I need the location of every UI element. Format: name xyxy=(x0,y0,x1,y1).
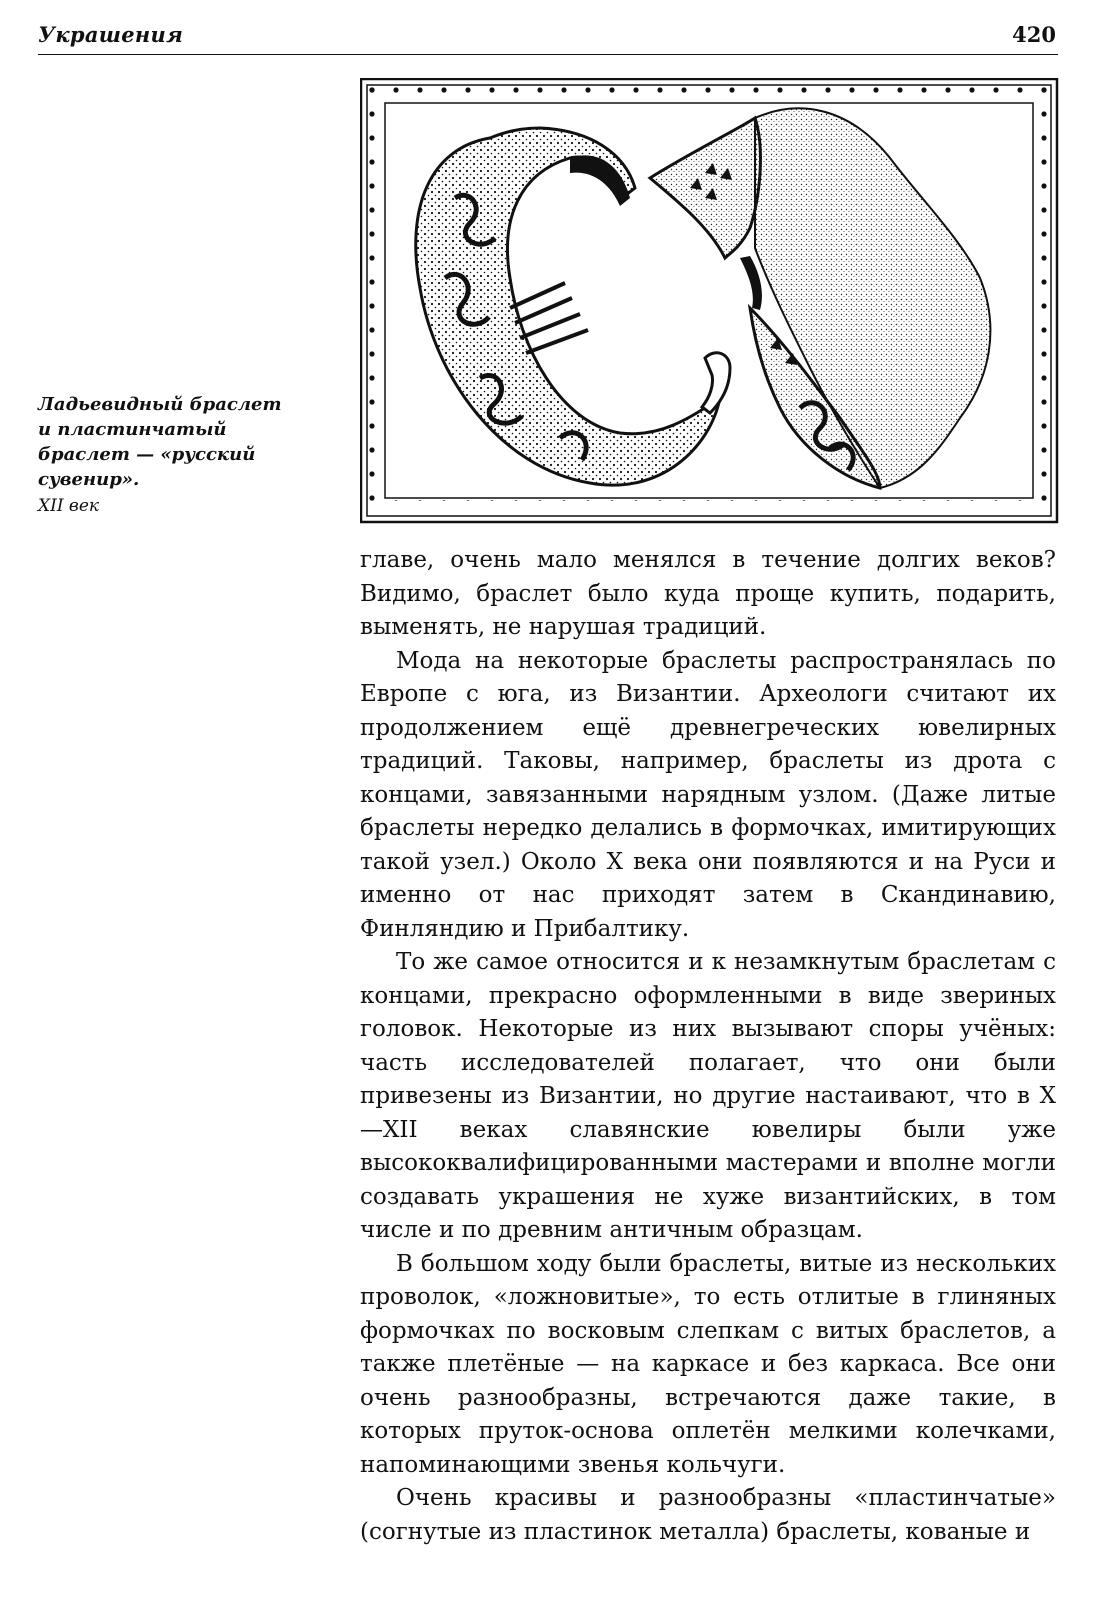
page-header xyxy=(38,22,1058,55)
section-title: Украшения xyxy=(38,22,184,47)
paragraph: главе, очень мало менялся в течение долгих веков? Видимо, браслет было куда проще купить, подарить, выменять, не нарушая традиций. xyxy=(360,547,1056,640)
paragraph: Очень красивы и разнообразны «пластинчатые» (согнутые из пластинок металла) браслеты, кованые и xyxy=(360,1485,1056,1545)
paragraph: Мода на некоторые браслеты распространялась по Европе с юга, из Византии. Археологи считают их продолжением ещё древнегреческих ювелирных традиций. Таковы, например, браслеты из дрота с концами, завязанными нарядным узлом. (Даже литые браслеты нередко делались в формочках, имитирующих такой узел.) Около X века они появляются и на Руси и именно от нас приходят затем в Скандинавию, Финляндию и Прибалтику. xyxy=(360,647,1056,942)
bracelet-illustration xyxy=(360,78,1060,524)
caption-text: Ладьевидный браслет и пластинчатый браслет — «русский сувенир». xyxy=(38,394,282,490)
body-text xyxy=(360,544,1056,1549)
paragraph: В большом ходу были браслеты, витые из нескольких проволок, «ложновитые», то есть отлитые в глиняных формочках по восковым слепкам с витых браслетов, а также плетёные — на каркасе и без каркаса. Все они очень разнообразны, встречаются даже такие, в которых пруток-основа оплетён мелкими колечками, напоминающими звенья кольчуги. xyxy=(360,1250,1056,1478)
paragraph: То же самое относится и к незамкнутым браслетам с концами, прекрасно оформленными в виде звериных головок. Некоторые из них вызывают споры учёных: часть исследователей полагает, что они были привезены из Византии, но другие настаивают, что в X—XII веках славянские ювелиры были уже высококвалифицированными мастерами и вполне могли создавать украшения не хуже византийских, в том числе и по древним античным образцам. xyxy=(360,949,1056,1243)
caption-date: XII век xyxy=(38,496,100,516)
page-number: 420 xyxy=(1012,22,1056,47)
figure-caption xyxy=(38,392,298,516)
